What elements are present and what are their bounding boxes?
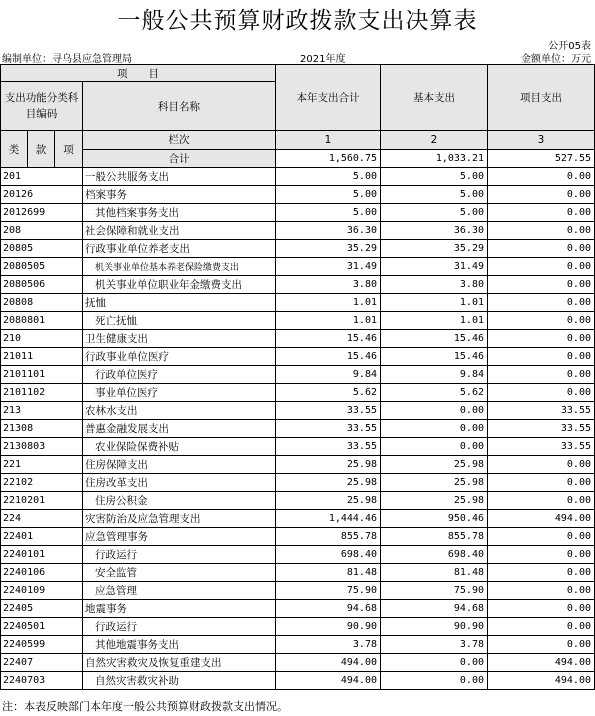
row-project: 0.00	[488, 258, 595, 276]
row-basic: 15.46	[381, 348, 488, 366]
table-row	[1, 546, 595, 564]
header-col1: 1	[276, 131, 381, 150]
table-row	[1, 222, 595, 240]
row-subject-name: 行政运行	[83, 546, 276, 564]
row-code: 2101101	[1, 366, 83, 384]
row-total: 3.80	[276, 276, 381, 294]
row-basic: 1.01	[381, 312, 488, 330]
row-basic: 0.00	[381, 420, 488, 438]
header-col2: 2	[381, 131, 488, 150]
row-total: 1.01	[276, 312, 381, 330]
row-subject-name: 一般公共服务支出	[83, 168, 276, 186]
table-row	[1, 654, 595, 672]
row-code: 213	[1, 402, 83, 420]
header-item: 项 目	[1, 65, 276, 82]
header-project: 项目支出	[488, 65, 595, 131]
row-subject-name: 农林水支出	[83, 402, 276, 420]
row-project: 0.00	[488, 600, 595, 618]
row-project: 0.00	[488, 456, 595, 474]
row-code: 22102	[1, 474, 83, 492]
table-row	[1, 528, 595, 546]
row-project: 0.00	[488, 168, 595, 186]
header-total: 本年支出合计	[276, 65, 381, 131]
row-project: 0.00	[488, 618, 595, 636]
table-row	[1, 582, 595, 600]
table-row	[1, 474, 595, 492]
row-code: 208	[1, 222, 83, 240]
header-subject-name: 科目名称	[83, 82, 276, 131]
row-code: 2240703	[1, 672, 83, 690]
row-subject-name: 死亡抚恤	[83, 312, 276, 330]
row-subject-name: 社会保障和就业支出	[83, 222, 276, 240]
row-basic: 90.90	[381, 618, 488, 636]
expenditure-table	[0, 64, 595, 690]
row-code: 2080801	[1, 312, 83, 330]
row-total: 5.00	[276, 186, 381, 204]
row-code: 210	[1, 330, 83, 348]
row-subject-name: 住房保障支出	[83, 456, 276, 474]
row-subject-name: 行政事业单位养老支出	[83, 240, 276, 258]
row-project: 0.00	[488, 294, 595, 312]
row-code: 22401	[1, 528, 83, 546]
table-row	[1, 168, 595, 186]
row-basic: 0.00	[381, 654, 488, 672]
row-basic: 36.30	[381, 222, 488, 240]
sum-total: 1,560.75	[276, 149, 381, 168]
row-subject-name: 住房改革支出	[83, 474, 276, 492]
row-basic: 3.78	[381, 636, 488, 654]
row-project: 33.55	[488, 402, 595, 420]
row-total: 3.78	[276, 636, 381, 654]
table-row	[1, 636, 595, 654]
row-total: 94.68	[276, 600, 381, 618]
row-subject-name: 机关事业单位基本养老保险缴费支出	[83, 258, 276, 276]
table-row	[1, 258, 595, 276]
row-subject-name: 抚恤	[83, 294, 276, 312]
row-code: 2210201	[1, 492, 83, 510]
row-total: 25.98	[276, 474, 381, 492]
row-subject-name: 应急管理事务	[83, 528, 276, 546]
header-item-col: 项	[55, 131, 83, 168]
header-class: 类	[1, 131, 28, 168]
row-code: 22407	[1, 654, 83, 672]
row-code: 20805	[1, 240, 83, 258]
row-code: 2101102	[1, 384, 83, 402]
row-code: 2012699	[1, 204, 83, 222]
row-subject-name: 档案事务	[83, 186, 276, 204]
row-total: 25.98	[276, 492, 381, 510]
row-subject-name: 普惠金融发展支出	[83, 420, 276, 438]
row-subject-name: 自然灾害救灾补助	[83, 672, 276, 690]
row-project: 33.55	[488, 420, 595, 438]
amount-unit-label: 金额单位：万元	[521, 54, 591, 65]
row-project: 0.00	[488, 276, 595, 294]
row-total: 81.48	[276, 564, 381, 582]
table-row	[1, 186, 595, 204]
row-total: 9.84	[276, 366, 381, 384]
row-basic: 35.29	[381, 240, 488, 258]
row-basic: 0.00	[381, 438, 488, 456]
row-subject-name: 机关事业单位职业年金缴费支出	[83, 276, 276, 294]
row-basic: 5.00	[381, 204, 488, 222]
row-total: 1.01	[276, 294, 381, 312]
row-project: 0.00	[488, 330, 595, 348]
row-subject-name: 农业保险保费补贴	[83, 438, 276, 456]
row-total: 36.30	[276, 222, 381, 240]
table-row	[1, 312, 595, 330]
row-project: 0.00	[488, 546, 595, 564]
info-row	[0, 50, 595, 64]
header-basic: 基本支出	[381, 65, 488, 131]
row-project: 0.00	[488, 240, 595, 258]
table-row	[1, 456, 595, 474]
table-note: 注：本表反映部门本年度一般公共预算财政拨款支出情况。	[2, 700, 288, 713]
table-row	[1, 438, 595, 456]
row-basic: 81.48	[381, 564, 488, 582]
row-project: 0.00	[488, 636, 595, 654]
row-subject-name: 行政运行	[83, 618, 276, 636]
table-row	[1, 384, 595, 402]
row-project: 0.00	[488, 366, 595, 384]
row-basic: 0.00	[381, 402, 488, 420]
row-code: 2240501	[1, 618, 83, 636]
table-row	[1, 204, 595, 222]
row-project: 33.55	[488, 438, 595, 456]
row-code: 21308	[1, 420, 83, 438]
row-basic: 25.98	[381, 456, 488, 474]
row-code: 2130803	[1, 438, 83, 456]
table-row	[1, 618, 595, 636]
row-total: 90.90	[276, 618, 381, 636]
row-code: 22405	[1, 600, 83, 618]
table-row	[1, 276, 595, 294]
header-section: 款	[28, 131, 55, 168]
row-subject-name: 地震事务	[83, 600, 276, 618]
row-total: 698.40	[276, 546, 381, 564]
row-total: 33.55	[276, 438, 381, 456]
table-row	[1, 348, 595, 366]
sum-project: 527.55	[488, 149, 595, 168]
row-total: 494.00	[276, 672, 381, 690]
sum-basic: 1,033.21	[381, 149, 488, 168]
form-code: 公开05表	[548, 41, 591, 52]
row-project: 494.00	[488, 654, 595, 672]
row-subject-name: 事业单位医疗	[83, 384, 276, 402]
row-code: 2080506	[1, 276, 83, 294]
row-total: 15.46	[276, 330, 381, 348]
year-label: 2021年度	[300, 54, 346, 65]
table-row	[1, 366, 595, 384]
row-subject-name: 应急管理	[83, 582, 276, 600]
row-code: 224	[1, 510, 83, 528]
row-subject-name: 行政事业单位医疗	[83, 348, 276, 366]
org-label: 编制单位：寻乌县应急管理局	[2, 54, 132, 65]
row-basic: 5.00	[381, 186, 488, 204]
row-total: 33.55	[276, 402, 381, 420]
table-row	[1, 672, 595, 690]
row-basic: 855.78	[381, 528, 488, 546]
row-basic: 31.49	[381, 258, 488, 276]
row-basic: 75.90	[381, 582, 488, 600]
row-project: 0.00	[488, 204, 595, 222]
row-total: 31.49	[276, 258, 381, 276]
table-row	[1, 492, 595, 510]
header-func-code: 支出功能分类科目编码	[1, 82, 83, 131]
header-column-no: 栏次	[83, 131, 276, 150]
table-row	[1, 402, 595, 420]
row-subject-name: 其他地震事务支出	[83, 636, 276, 654]
row-basic: 94.68	[381, 600, 488, 618]
row-subject-name: 卫生健康支出	[83, 330, 276, 348]
row-code: 20126	[1, 186, 83, 204]
table-row	[1, 420, 595, 438]
row-subject-name: 其他档案事务支出	[83, 204, 276, 222]
table-row	[1, 510, 595, 528]
row-total: 855.78	[276, 528, 381, 546]
row-code: 2240109	[1, 582, 83, 600]
row-project: 0.00	[488, 348, 595, 366]
table-row	[1, 600, 595, 618]
row-total: 5.00	[276, 168, 381, 186]
row-code: 2240599	[1, 636, 83, 654]
row-basic: 25.98	[381, 474, 488, 492]
row-subject-name: 安全监管	[83, 564, 276, 582]
row-basic: 950.46	[381, 510, 488, 528]
row-project: 0.00	[488, 312, 595, 330]
row-code: 221	[1, 456, 83, 474]
row-basic: 0.00	[381, 672, 488, 690]
row-code: 201	[1, 168, 83, 186]
table-row	[1, 240, 595, 258]
row-total: 75.90	[276, 582, 381, 600]
row-subject-name: 行政单位医疗	[83, 366, 276, 384]
row-code: 21011	[1, 348, 83, 366]
row-subject-name: 灾害防治及应急管理支出	[83, 510, 276, 528]
report-title: 一般公共预算财政拨款支出决算表	[117, 8, 478, 34]
row-basic: 3.80	[381, 276, 488, 294]
row-project: 0.00	[488, 564, 595, 582]
row-code: 20808	[1, 294, 83, 312]
table-row	[1, 294, 595, 312]
row-basic: 698.40	[381, 546, 488, 564]
row-code: 2240101	[1, 546, 83, 564]
row-code: 2240106	[1, 564, 83, 582]
row-basic: 5.00	[381, 168, 488, 186]
row-project: 0.00	[488, 582, 595, 600]
row-total: 25.98	[276, 456, 381, 474]
row-total: 15.46	[276, 348, 381, 366]
row-basic: 25.98	[381, 492, 488, 510]
row-total: 5.00	[276, 204, 381, 222]
row-code: 2080505	[1, 258, 83, 276]
row-total: 33.55	[276, 420, 381, 438]
row-project: 0.00	[488, 384, 595, 402]
row-project: 0.00	[488, 528, 595, 546]
row-total: 35.29	[276, 240, 381, 258]
table-row	[1, 564, 595, 582]
row-total: 1,444.46	[276, 510, 381, 528]
header-col3: 3	[488, 131, 595, 150]
row-subject-name: 自然灾害救灾及恢复重建支出	[83, 654, 276, 672]
row-total: 494.00	[276, 654, 381, 672]
row-project: 0.00	[488, 492, 595, 510]
row-subject-name: 住房公积金	[83, 492, 276, 510]
row-total: 5.62	[276, 384, 381, 402]
row-project: 494.00	[488, 510, 595, 528]
row-project: 0.00	[488, 474, 595, 492]
row-project: 0.00	[488, 186, 595, 204]
row-basic: 9.84	[381, 366, 488, 384]
sum-label: 合计	[83, 149, 276, 168]
row-project: 0.00	[488, 222, 595, 240]
row-basic: 15.46	[381, 330, 488, 348]
row-project: 494.00	[488, 672, 595, 690]
table-row	[1, 330, 595, 348]
row-basic: 1.01	[381, 294, 488, 312]
row-basic: 5.62	[381, 384, 488, 402]
